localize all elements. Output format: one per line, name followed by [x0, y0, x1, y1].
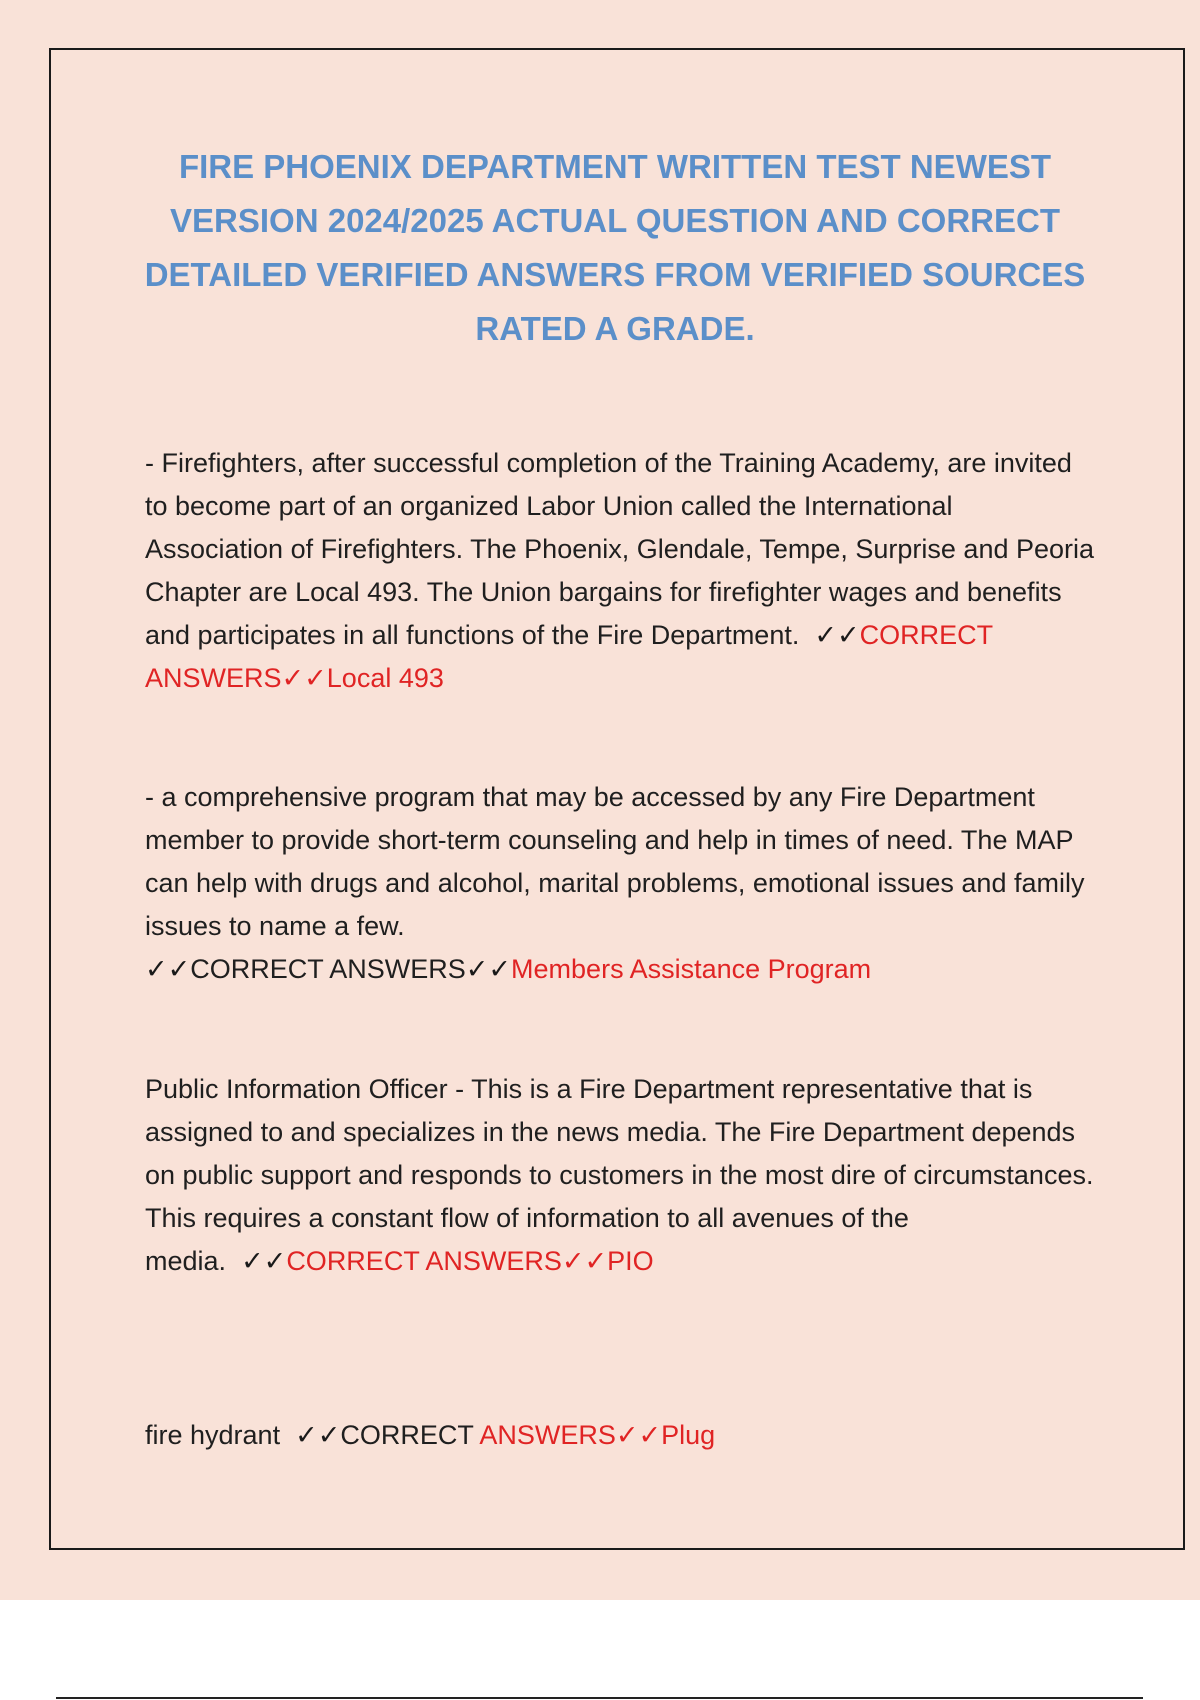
check-icon: ✓✓ [281, 663, 327, 693]
answer-label-3: CORRECT ANSWERS [286, 1246, 562, 1276]
check-icon: ✓✓ [465, 954, 512, 984]
qa-item-3 [145, 1068, 1095, 1283]
footer-divider [56, 1697, 1143, 1699]
check-icon: ✓✓ [814, 620, 860, 650]
question-text-4: fire hydrant [145, 1420, 281, 1450]
check-icon: ✓✓ [615, 1420, 662, 1450]
check-icon: ✓✓ [241, 1246, 287, 1276]
answer-text-4: Plug [661, 1420, 716, 1450]
question-text-1: - Firefighters, after successful completion of the Training Academy, are invited to become part of an organized Labor Union called the International Association of Firefighters. The Phoenix, Glendale, Tempe, Surprise and Peoria Chapter are Local 493. The Union bargains for firefighter wages and benefits and participates in all functions of the Fire Department. [145, 448, 1095, 650]
question-text-3: Public Information Officer - This is a Fire Department representative that is assigned to and specializes in the news media. The Fire Department depends on public support and responds to customers in the most dire of circumstances. This requires a constant flow of information to all avenues of the media. [145, 1074, 1094, 1276]
qa-item-1 [145, 442, 1095, 700]
answer-label-2: CORRECT ANSWERS [190, 954, 466, 984]
qa-item-2 [145, 776, 1095, 991]
document-title: FIRE PHOENIX DEPARTMENT WRITTEN TEST NEWEST VERSION 2024/2025 ACTUAL QUESTION AND CORRECT DETAILED VERIFIED ANSWERS FROM VERIFIED SOURCES RATED A GRADE. [144, 148, 1086, 347]
qa-item-4 [145, 1414, 1095, 1457]
answer-label-4-red: ANSWERS [479, 1420, 616, 1450]
answer-text-2: Members Assistance Program [511, 954, 872, 984]
answer-label-1: CORRECT ANSWERS [145, 620, 993, 693]
answer-text-1: Local 493 [326, 663, 444, 693]
answer-label-4-black: CORRECT [340, 1420, 480, 1450]
question-text-2: - a comprehensive program that may be accessed by any Fire Department member to provide short-term counseling and help in times of need. The MAP can help with drugs and alcohol, marital problems, emotional issues and family issues to name a few. [145, 782, 1085, 941]
answer-text-3: PIO [607, 1246, 654, 1276]
check-icon: ✓✓ [145, 954, 191, 984]
check-icon: ✓✓ [561, 1246, 608, 1276]
check-icon: ✓✓ [295, 1420, 341, 1450]
